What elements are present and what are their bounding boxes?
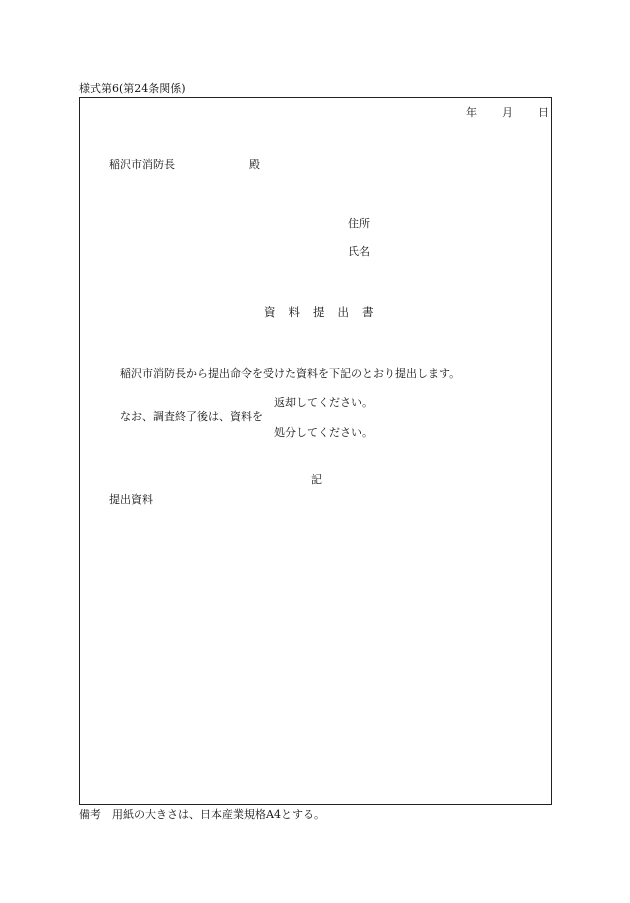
name-label: 氏名 (348, 245, 370, 258)
title-char: 出 (337, 305, 349, 319)
document-title (264, 307, 374, 319)
form-number: 様式第6(第24条関係) (79, 82, 186, 95)
date-day-label: 日 (538, 106, 549, 119)
footnote: 備考 用紙の大きさは、日本産業規格A4とする。 (79, 808, 325, 821)
addressee-name: 稲沢市消防長 (109, 158, 175, 171)
body-text-line2: なお、調査終了後は、資料を (120, 410, 263, 423)
addressee-honorific: 殿 (249, 158, 260, 171)
address-label: 住所 (348, 217, 370, 230)
submitted-materials-label: 提出資料 (109, 493, 153, 506)
dispose-option: 処分してください。 (274, 426, 373, 439)
title-char: 資 (264, 305, 276, 319)
return-option: 返却してください。 (274, 396, 373, 409)
form-frame (79, 97, 552, 805)
date-month-label: 月 (502, 106, 513, 119)
title-char: 書 (362, 305, 374, 319)
title-char: 提 (313, 305, 325, 319)
body-text-line1: 稲沢市消防長から提出命令を受けた資料を下記のとおり提出します。 (120, 367, 461, 380)
title-char: 料 (288, 305, 300, 319)
date-year-label: 年 (466, 106, 477, 119)
ki-heading: 記 (311, 473, 322, 486)
